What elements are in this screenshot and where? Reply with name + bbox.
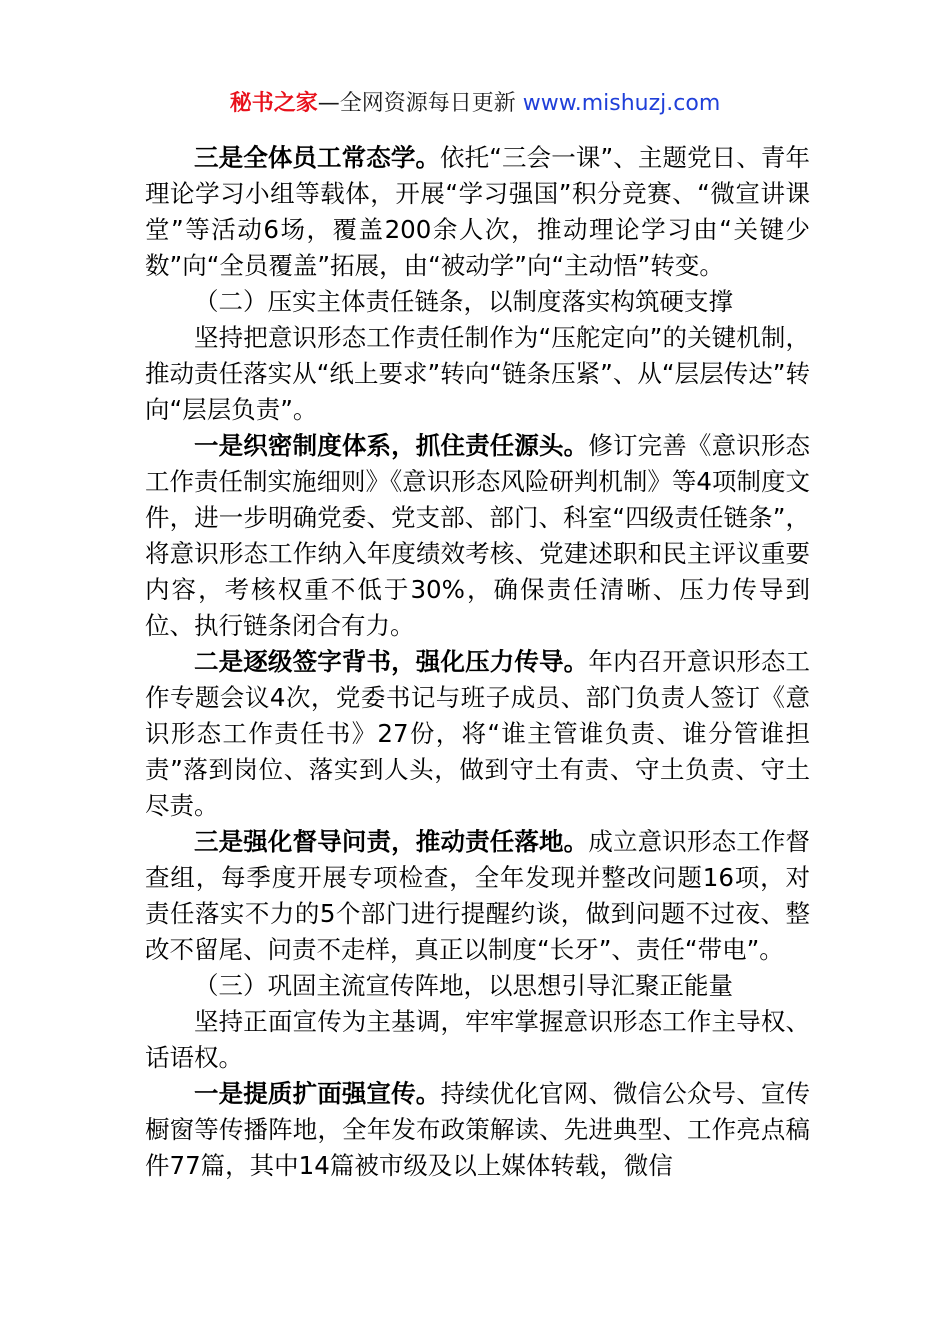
paragraph-text: 成立意识形态工作督查组，每季度开展专项检查，全年发现并整改问题16项，对责任落实不力的5个部门进行提醒约谈，做到问题不过夜、整改不留尾、问责不走样，真正以制度“长牙”、责任“带电”。 xyxy=(145,827,811,964)
paragraph-lead: 三是强化督导问责，推动责任落地。 xyxy=(194,827,589,856)
paragraph-publicity-quality xyxy=(145,1076,810,1184)
paragraph-lead: 三是全体员工常态学。 xyxy=(194,143,441,172)
paragraph-signing xyxy=(145,644,810,824)
paragraph-text: 修订完善《意识形态工作责任制实施细则》《意识形态风险研判机制》等4项制度文件，进一步明确党委、党支部、部门、科室“四级责任链条”，将意识形态工作纳入年度绩效考核、党建述职和民主评议重要内容，考核权重不低于30%，确保责任清晰、压力传导到位、执行链条闭合有力。 xyxy=(145,431,811,640)
paragraph-responsibility-intro xyxy=(145,320,810,428)
paragraph-lead: 一是提质扩面强宣传。 xyxy=(194,1079,441,1108)
site-banner xyxy=(0,88,950,120)
paragraph-text: 坚持把意识形态工作责任制作为“压舵定向”的关键机制，推动责任落实从“纸上要求”转向“链条压紧”、从“层层传达”转向“层层负责”。 xyxy=(145,323,810,424)
paragraph-system-building xyxy=(145,428,810,644)
paragraph-supervision xyxy=(145,824,810,968)
paragraph-text: 依托“三会一课”、主题党日、青年理论学习小组等载体，开展“学习强国”积分竞赛、“微宣讲课堂”等活动6场，覆盖200余人次，推动理论学习由“关键少数”向“全员覆盖”拓展，由“被动学”向“主动悟”转变。 xyxy=(145,143,810,280)
paragraph-all-staff-study xyxy=(145,140,810,284)
paragraph-text: 持续优化官网、微信公众号、宣传橱窗等传播阵地，全年发布政策解读、先进典型、工作亮点稿件77篇，其中14篇被市级及以上媒体转载，微信 xyxy=(145,1079,811,1180)
brand-name: 秘书之家 xyxy=(229,91,318,116)
section-heading-text: （三）巩固主流宣传阵地，以思想引导汇聚正能量 xyxy=(194,971,733,1000)
paragraph-lead: 二是逐级签字背书，强化压力传导。 xyxy=(194,647,589,676)
banner-slogan: —全网资源每日更新 xyxy=(317,91,516,116)
section-heading-3 xyxy=(145,968,810,1004)
paragraph-text: 坚持正面宣传为主基调，牢牢掌握意识形态工作主导权、话语权。 xyxy=(145,1007,810,1072)
paragraph-text: 年内召开意识形态工作专题会议4次，党委书记与班子成员、部门负责人签订《意识形态工作责任书》27份，将“谁主管谁负责、谁分管谁担责”落到岗位、落实到人头，做到守土有责、守土负责、守土尽责。 xyxy=(145,647,811,820)
section-heading-2 xyxy=(145,284,810,320)
site-url-link[interactable]: www.mishuzj.com xyxy=(515,91,721,116)
paragraph-publicity-intro xyxy=(145,1004,810,1076)
document-body xyxy=(145,140,810,1184)
paragraph-lead: 一是织密制度体系，抓住责任源头。 xyxy=(194,431,589,460)
section-heading-text: （二）压实主体责任链条，以制度落实构筑硬支撑 xyxy=(194,287,733,316)
